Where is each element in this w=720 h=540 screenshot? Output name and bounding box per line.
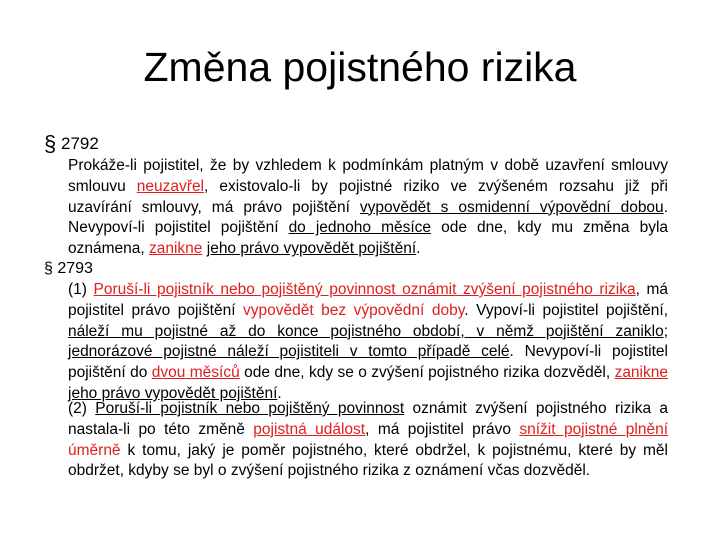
text-run: ode dne, kdy mu změna byla oznámena, [68,219,669,258]
text-run: dvou měsíců [151,364,240,382]
text-run: jeho právo vypovědět pojištění [206,240,417,258]
paragraph-2792 [68,156,668,260]
text-run: (1) [68,281,94,298]
text-run: zanikne [614,364,668,382]
text-run: ode dne, kdy se o zvýšení pojistného rizika dozvěděl, [239,364,615,382]
section-symbol: § [44,131,57,156]
text-run: . Nevypoví-li pojistitel pojištění [68,198,668,237]
text-run: pojistná událost [253,420,366,438]
paragraph-2793-2 [68,399,668,482]
text-run: k tomu, jaký je poměr pojistného, které obdržel, k pojistnému, které by měl obdržet, kdyby se byl o zvýšení pojistného rizika z oznámení včas dozvěděl. [68,441,668,480]
text-run: Poruší-li pojistník nebo pojištěný povinnost oznámit zvýšení pojistného rizika [93,281,636,298]
slide-title: Změna pojistného rizika [143,44,577,90]
text-run: . Nevypoví-li pojistitel pojištění do [68,343,668,382]
text-run: oznámit zvýšení pojistného rizika a nastala-li po této změně [68,400,668,438]
text-run: jeho právo vypovědět pojištění [68,384,278,402]
text-run: , existovalo-li by pojistné riziko ve zvýšeném rozsahu již při uzavírání smlouvy, má právo pojištění [68,177,669,216]
paragraph-2793-1 [68,280,668,405]
section-number: 2792 [60,134,99,153]
text-run: do jednoho měsíce [288,219,432,237]
text-run: neuzavřel [136,177,205,195]
text-run: zanikne [149,240,203,258]
text-run: . [416,240,421,258]
section-number: 2793 [57,260,93,277]
text-run: (2) [68,400,96,417]
text-run: . Vypoví-li pojistitel pojištění, [464,301,669,319]
text-run: snížit pojistné plnění [519,420,669,438]
text-run: Prokáže-li pojistitel, že by vzhledem k podmínkám platným v době uzavření smlouvy smlouvu [68,157,668,195]
section-heading-2793 [44,259,93,279]
text-run: Poruší-li pojistník nebo pojištěný povinnost [95,400,405,417]
text-run: , má pojistitel právo pojištění [68,281,668,319]
text-run: , má pojistitel právo [365,420,520,438]
text-run: . [277,384,282,402]
text-run: úměrně [68,441,121,459]
text-run: vypovědět bez výpovědní doby [243,301,465,319]
section-heading-2792 [44,131,99,156]
text-run: vypovědět s osmidenní výpovědní dobou [359,198,664,216]
section-symbol: § [44,260,53,277]
text-run: náleží mu pojistné až do konce pojistného období, v němž pojištění zaniklo; jednorázové pojistné náleží pojistiteli v tomto případě celé [68,322,668,361]
